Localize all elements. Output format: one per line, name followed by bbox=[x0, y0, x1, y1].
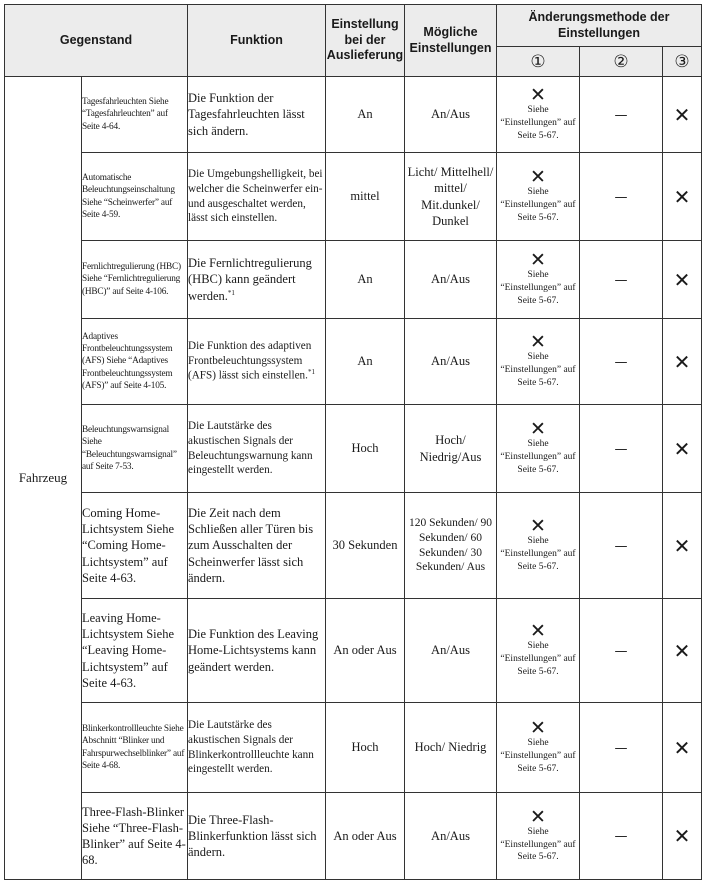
method-2-cell bbox=[580, 493, 663, 599]
method-2-cell bbox=[580, 793, 663, 880]
default-cell: Hoch bbox=[326, 405, 405, 493]
method-2-cell bbox=[580, 77, 663, 153]
function-cell: Die Funktion des Leaving Home-Lichtsystems kann geändert werden. bbox=[188, 599, 326, 703]
dash-icon: — bbox=[614, 272, 628, 288]
dash-icon: — bbox=[614, 643, 628, 659]
method-2-cell bbox=[580, 599, 663, 703]
footnote-mark: *1 bbox=[307, 368, 315, 377]
table-row bbox=[5, 493, 702, 599]
dash-icon: — bbox=[614, 538, 628, 554]
method-1-cell bbox=[497, 793, 580, 880]
method-1-reference: Siehe “Einstellungen” auf Seite 5-67. bbox=[500, 439, 576, 475]
table-row bbox=[5, 405, 702, 493]
cross-icon: ✕ bbox=[673, 824, 691, 848]
method-3-cell bbox=[663, 703, 702, 793]
possible-cell: An/Aus bbox=[405, 793, 497, 880]
default-cell: 30 Sekunden bbox=[326, 493, 405, 599]
table-row bbox=[5, 319, 702, 405]
method-1-reference: Siehe “Einstellungen” auf Seite 5-67. bbox=[500, 641, 576, 677]
possible-cell: An/Aus bbox=[405, 319, 497, 405]
settings-table bbox=[4, 4, 702, 880]
item-cell: Beleuchtungswarnsignal Siehe “Beleuchtungswarnsignal” auf Seite 7-53. bbox=[82, 405, 188, 493]
default-cell: An bbox=[326, 319, 405, 405]
table-row bbox=[5, 241, 702, 319]
cross-icon: ✕ bbox=[530, 331, 546, 354]
default-cell: An oder Aus bbox=[326, 793, 405, 880]
dash-icon: — bbox=[614, 441, 628, 457]
dash-icon: — bbox=[614, 354, 628, 370]
item-cell: Blinkerkontrollleuchte Siehe Abschnitt “Blinker und Fahrspurwechselblinker” auf Seite 4-68. bbox=[82, 703, 188, 793]
cross-icon: ✕ bbox=[673, 349, 691, 374]
method-2-cell bbox=[580, 405, 663, 493]
table-row bbox=[5, 77, 702, 153]
function-cell: Die Zeit nach dem Schließen aller Türen bis zum Ausschalten der Scheinwerfer lässt sich ändern. bbox=[188, 493, 326, 599]
method-1-reference: Siehe “Einstellungen” auf Seite 5-67. bbox=[500, 187, 576, 223]
cross-icon: ✕ bbox=[530, 805, 546, 828]
cross-icon: ✕ bbox=[673, 102, 691, 127]
cross-icon: ✕ bbox=[673, 735, 691, 760]
method-1-reference: Siehe “Einstellungen” auf Seite 5-67. bbox=[500, 105, 576, 141]
method-2-cell bbox=[580, 319, 663, 405]
dash-icon: — bbox=[614, 189, 628, 205]
possible-cell: Hoch/ Niedrig bbox=[405, 703, 497, 793]
dash-icon: — bbox=[614, 107, 628, 123]
header-aenderungsmethode: Änderungsmethode der Einstellungen bbox=[497, 5, 702, 47]
function-cell: Die Lautstärke des akustischen Signals der Blinkerkontrollleuchte kann eingestellt werden. bbox=[188, 703, 326, 793]
possible-cell: Licht/ Mittelhell/ mittel/ Mit.dunkel/ Dunkel bbox=[405, 153, 497, 241]
header-funktion: Funktion bbox=[188, 5, 326, 77]
method-1-cell bbox=[497, 241, 580, 319]
method-1-reference: Siehe “Einstellungen” auf Seite 5-67. bbox=[500, 352, 576, 388]
method-2-cell bbox=[580, 241, 663, 319]
method-1-cell bbox=[497, 405, 580, 493]
possible-cell: Hoch/ Niedrig/Aus bbox=[405, 405, 497, 493]
method-1-cell bbox=[497, 153, 580, 241]
item-cell: Adaptives Frontbeleuchtungssystem (AFS) Siehe “Adaptives Frontbeleuchtungssystem (AFS)” auf Seite 4-105. bbox=[82, 319, 188, 405]
item-cell: Three-Flash-Blinker Siehe “Three-Flash-Blinker” auf Seite 4-68. bbox=[82, 793, 188, 880]
method-3-cell bbox=[663, 599, 702, 703]
method-3-cell bbox=[663, 405, 702, 493]
method-3-cell bbox=[663, 493, 702, 599]
method-1-reference: Siehe “Einstellungen” auf Seite 5-67. bbox=[500, 738, 576, 774]
method-1-reference: Siehe “Einstellungen” auf Seite 5-67. bbox=[500, 270, 576, 306]
cross-icon: ✕ bbox=[673, 184, 691, 209]
cross-icon: ✕ bbox=[673, 267, 691, 292]
default-cell: An bbox=[326, 77, 405, 153]
cross-icon: ✕ bbox=[530, 515, 546, 538]
method-3-cell bbox=[663, 153, 702, 241]
method-2-cell bbox=[580, 703, 663, 793]
function-cell: Die Three-Flash-Blinkerfunktion lässt sich ändern. bbox=[188, 793, 326, 880]
header-method-1: ① bbox=[497, 47, 580, 77]
item-cell: Automatische Beleuchtungseinschaltung Siehe “Scheinwerfer” auf Seite 4-59. bbox=[82, 153, 188, 241]
default-cell: mittel bbox=[326, 153, 405, 241]
cross-icon: ✕ bbox=[673, 436, 691, 461]
method-3-cell bbox=[663, 793, 702, 880]
function-cell: Die Umgebungshelligkeit, bei welcher die Scheinwerfer ein- und ausgeschaltet werden, lässt sich einstellen. bbox=[188, 153, 326, 241]
default-cell: Hoch bbox=[326, 703, 405, 793]
possible-cell: 120 Sekunden/ 90 Sekunden/ 60 Sekunden/ 30 Sekunden/ Aus bbox=[405, 493, 497, 599]
method-1-cell bbox=[497, 493, 580, 599]
function-cell: Die Funktion der Tagesfahrleuchten lässt sich ändern. bbox=[188, 77, 326, 153]
cross-icon: ✕ bbox=[530, 717, 546, 740]
method-1-cell bbox=[497, 319, 580, 405]
item-cell: Fernlichtregulierung (HBC) Siehe “Fernlichtregulierung (HBC)” auf Seite 4-106. bbox=[82, 241, 188, 319]
function-cell bbox=[188, 241, 326, 319]
cross-icon: ✕ bbox=[673, 533, 691, 558]
header-gegenstand: Gegenstand bbox=[5, 5, 188, 77]
cross-icon: ✕ bbox=[530, 418, 546, 441]
cross-icon: ✕ bbox=[530, 620, 546, 643]
header-einstellung: Einstellung bei der Auslieferung bbox=[326, 5, 405, 77]
method-3-cell bbox=[663, 77, 702, 153]
method-1-reference: Siehe “Einstellungen” auf Seite 5-67. bbox=[500, 536, 576, 572]
header-method-2: ② bbox=[580, 47, 663, 77]
item-cell: Leaving Home-Lichtsystem Siehe “Leaving Home-Lichtsystem” auf Seite 4-63. bbox=[82, 599, 188, 703]
item-cell: Tagesfahrleuchten Siehe “Tagesfahrleuchten” auf Seite 4-64. bbox=[82, 77, 188, 153]
method-1-reference: Siehe “Einstellungen” auf Seite 5-67. bbox=[500, 826, 576, 863]
table-row bbox=[5, 793, 702, 880]
function-cell: Die Lautstärke des akustischen Signals der Beleuchtungswarnung kann eingestellt werden. bbox=[188, 405, 326, 493]
possible-cell: An/Aus bbox=[405, 241, 497, 319]
function-cell bbox=[188, 319, 326, 405]
default-cell: An bbox=[326, 241, 405, 319]
method-1-cell bbox=[497, 703, 580, 793]
item-cell: Coming Home-Lichtsystem Siehe “Coming Home-Lichtsystem” auf Seite 4-63. bbox=[82, 493, 188, 599]
method-1-cell bbox=[497, 599, 580, 703]
method-2-cell bbox=[580, 153, 663, 241]
header-moegliche: Mögliche Einstellungen bbox=[405, 5, 497, 77]
method-3-cell bbox=[663, 241, 702, 319]
cross-icon: ✕ bbox=[530, 249, 546, 272]
cross-icon: ✕ bbox=[673, 638, 691, 663]
footnote-mark: *1 bbox=[227, 288, 235, 297]
function-text: Die Fernlichtregulierung (HBC) kann geändert werden. bbox=[188, 256, 312, 303]
table-row bbox=[5, 703, 702, 793]
dash-icon: — bbox=[614, 740, 628, 756]
table-row bbox=[5, 153, 702, 241]
possible-cell: An/Aus bbox=[405, 599, 497, 703]
header-method-3: ③ bbox=[663, 47, 702, 77]
function-text: Die Funktion des adaptiven Frontbeleuchtungssystem (AFS) lässt sich einstellen. bbox=[188, 340, 312, 383]
group-label: Fahrzeug bbox=[5, 77, 82, 880]
method-1-cell bbox=[497, 77, 580, 153]
dash-icon: — bbox=[614, 829, 628, 844]
possible-cell: An/Aus bbox=[405, 77, 497, 153]
default-cell: An oder Aus bbox=[326, 599, 405, 703]
cross-icon: ✕ bbox=[530, 166, 546, 189]
cross-icon: ✕ bbox=[530, 84, 546, 107]
method-3-cell bbox=[663, 319, 702, 405]
table-row bbox=[5, 599, 702, 703]
